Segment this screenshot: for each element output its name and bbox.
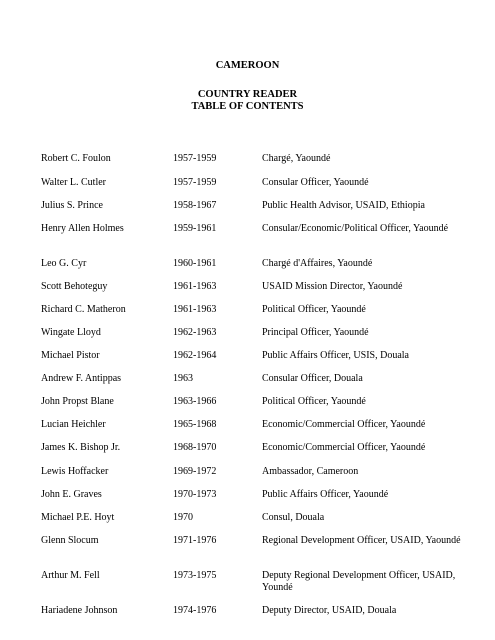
toc-name: Scott Behoteguy — [41, 281, 108, 292]
toc-years: 1970-1973 — [173, 489, 217, 500]
toc-post: Public Health Advisor, USAID, Ethiopia — [262, 200, 425, 211]
toc-years: 1957-1959 — [173, 177, 217, 188]
toc-name: Hariadene Johnson — [41, 605, 118, 616]
toc-years: 1958-1967 — [173, 200, 217, 211]
toc-name: James K. Bishop Jr. — [41, 442, 121, 453]
toc-name: Leo G. Cyr — [41, 258, 87, 269]
toc-name: Robert C. Foulon — [41, 153, 111, 164]
toc-post: Economic/Commercial Officer, Yaoundé — [262, 442, 426, 453]
toc-name: John Propst Blane — [41, 396, 114, 407]
document-title: CAMEROON — [215, 60, 280, 71]
toc-name: Michael P.E. Hoyt — [41, 512, 115, 523]
toc-post: Principal Officer, Yaoundé — [262, 327, 369, 338]
toc-post: Consular Officer, Douala — [262, 373, 363, 384]
toc-years: 1959-1961 — [173, 223, 217, 234]
toc-post: Political Officer, Yaoundé — [262, 304, 366, 315]
toc-name: Wingate Lloyd — [41, 327, 101, 338]
toc-years: 1968-1970 — [173, 442, 217, 453]
toc-years: 1965-1968 — [173, 419, 217, 430]
toc-years: 1961-1963 — [173, 304, 217, 315]
toc-years: 1957-1959 — [173, 153, 217, 164]
toc-name: Glenn Slocum — [41, 535, 99, 546]
toc-years: 1962-1963 — [173, 327, 217, 338]
toc-years: 1970 — [173, 512, 193, 523]
toc-post: Public Affairs Officer, Yaoundé — [262, 489, 389, 500]
toc-post: USAID Mission Director, Yaoundé — [262, 281, 403, 292]
toc-name: Michael Pistor — [41, 350, 100, 361]
toc-post: Political Officer, Yaoundé — [262, 396, 366, 407]
toc-post: Chargé d'Affaires, Yaoundé — [262, 258, 373, 269]
toc-post: Regional Development Officer, USAID, Yaoundé — [262, 535, 461, 546]
toc-name: Henry Allen Holmes — [41, 223, 124, 234]
toc-years: 1974-1976 — [173, 605, 217, 616]
toc-post: Chargé, Yaoundé — [262, 153, 331, 164]
toc-years: 1962-1964 — [173, 350, 217, 361]
toc-years: 1969-1972 — [173, 466, 217, 477]
toc-post: Ambassador, Cameroon — [262, 466, 359, 477]
toc-years: 1963 — [173, 373, 193, 384]
toc-post: Deputy Director, USAID, Douala — [262, 605, 397, 616]
toc-years: 1973-1975 — [173, 570, 217, 581]
toc-name: Julius S. Prince — [41, 200, 103, 211]
document-subtitle-line-1: COUNTRY READER — [197, 89, 298, 100]
toc-name: Arthur M. Fell — [41, 570, 100, 581]
toc-name: Richard C. Matheron — [41, 304, 126, 315]
toc-name: Lucian Heichler — [41, 419, 106, 430]
toc-name: Andrew F. Antippas — [41, 373, 122, 384]
toc-post: Public Affairs Officer, USIS, Douala — [262, 350, 409, 361]
toc-post: Economic/Commercial Officer, Yaoundé — [262, 419, 426, 430]
toc-post: Consul, Douala — [262, 512, 325, 523]
toc-name: Walter L. Cutler — [41, 177, 107, 188]
toc-name: John E. Graves — [41, 489, 102, 500]
toc-post: Deputy Regional Development Officer, USAID, Youndé — [262, 570, 456, 593]
toc-post: Consular Officer, Yaoundé — [262, 177, 369, 188]
document-subtitle-line-2: TABLE OF CONTENTS — [191, 101, 304, 112]
toc-years: 1961-1963 — [173, 281, 217, 292]
toc-name: Lewis Hoffacker — [41, 466, 109, 477]
toc-years: 1971-1976 — [173, 535, 217, 546]
toc-years: 1963-1966 — [173, 396, 217, 407]
toc-years: 1960-1961 — [173, 258, 217, 269]
toc-post: Consular/Economic/Political Officer, Yaoundé — [262, 223, 449, 234]
